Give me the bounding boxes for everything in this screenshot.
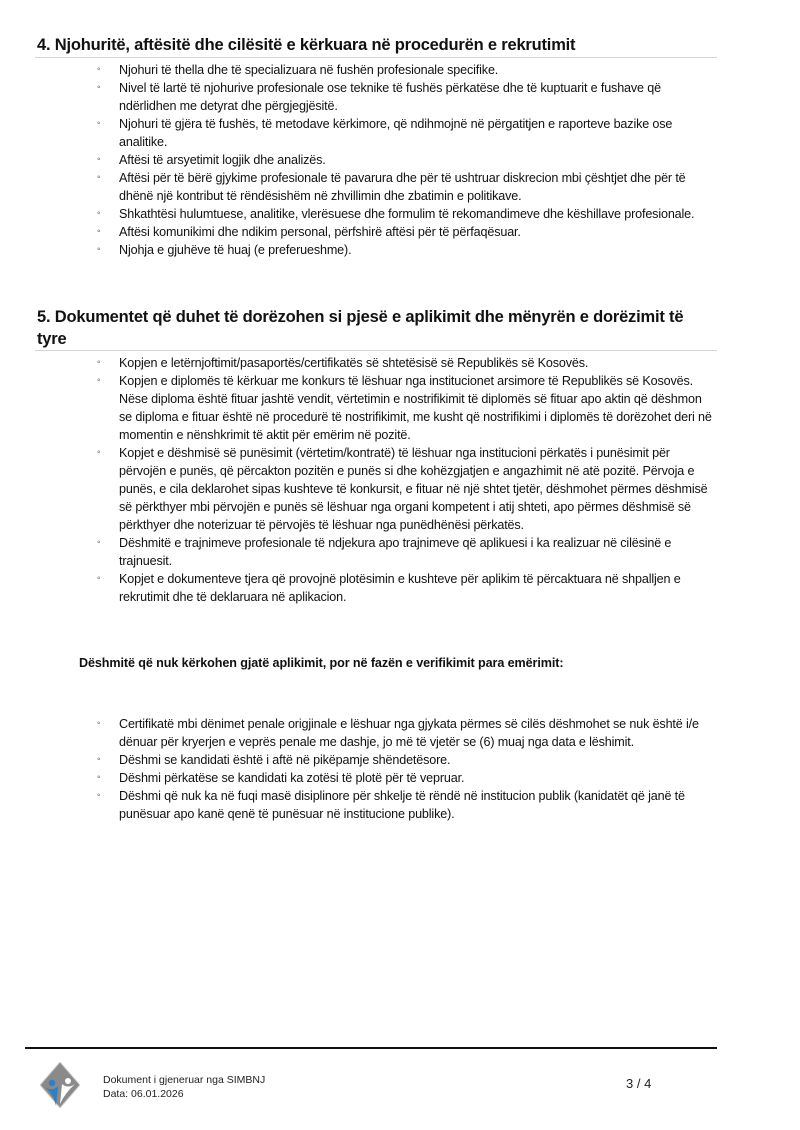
- bullet-icon: ◦: [97, 226, 101, 237]
- bullet-icon: ◦: [97, 357, 101, 368]
- list-item: ◦ Aftësi për të bërë gjykime profesionale të pavarura dhe për të ushtruar diskrecion mbi çështjet dhe për të dhënë një kontribut të rëndësishëm në zhvillimin dhe zbatimin e politikave.: [97, 171, 686, 203]
- bullet-icon: ◦: [97, 447, 101, 458]
- list-item: ◦ Kopjen e letërnjoftimit/pasaportës/certifikatës së shtetësisë së Republikës së Kosovës.: [97, 356, 589, 370]
- bullet-icon: ◦: [97, 790, 101, 801]
- list-item: ◦ Dëshmitë e trajnimeve profesionale të ndjekura apo trajnimeve që aplikuesi i ka realizuar në cilësinë e trajnuesit.: [97, 536, 672, 568]
- bullet-icon: ◦: [97, 573, 101, 584]
- section-5-list: [97, 354, 717, 606]
- bullet-icon: ◦: [97, 154, 101, 165]
- footer-info: [103, 1073, 265, 1101]
- section-4-list: [97, 61, 717, 259]
- generated-date: Data: 06.01.2026: [103, 1088, 184, 1100]
- section-5-rule: [35, 350, 717, 351]
- list-item: ◦ Njohuri të thella dhe të specializuara në fushën profesionale specifike.: [97, 63, 499, 77]
- section-5-title: 5. Dokumentet që duhet të dorëzohen si pjesë e aplikimit dhe mënyrën e dorëzimit të tyre: [37, 308, 684, 348]
- bullet-icon: ◦: [97, 537, 101, 548]
- page-number: 3 / 4: [626, 1076, 652, 1091]
- list-item: ◦ Certifikatë mbi dënimet penale origjinale e lëshuar nga gjykata përmes së cilës dëshmohet se nuk është i/e dënuar për kryerjen e veprës penale me dashje, jo më të vjetër se (6) muaj nga data e lëshimit.: [97, 717, 699, 749]
- list-item: ◦ Shkathtësi hulumtuese, analitike, vlerësuese dhe formulim të rekomandimeve dhe këshillave profesionale.: [97, 207, 695, 221]
- list-item: ◦ Nivel të lartë të njohurive profesionale ose teknike të fushës përkatëse dhe të kuptuarit e fushave që ndërlidhen me detyrat dhe përgjegjësitë.: [97, 81, 661, 113]
- bullet-icon: ◦: [97, 172, 101, 183]
- list-item: ◦ Njohja e gjuhëve të huaj (e preferueshme).: [97, 243, 352, 257]
- bullet-icon: ◦: [97, 208, 101, 219]
- bullet-icon: ◦: [97, 754, 101, 765]
- list-item: ◦ Kopjet e dëshmisë së punësimit (vërtetim/kontratë) të lëshuar nga institucioni përkatës i punësimit për përvojën e punës, që përcakton pozitën e punës si dhe kohëzgjatjen e angazhimit në atë pozitë. Përvoja e punës, e cila deklarohet sipas kushteve të konkursit, e fituar në një shtet tjetër, dëshmohet përmes dëshmisë së përkthyer mbi përvojën e punës së lëshuar nga organi kompetent i atij shteti, apo përmes dëshmisë së përkthyer dhe noterizuar të përvojës të lëshuar nga punëdhënësi përkatës.: [97, 446, 708, 532]
- bullet-icon: ◦: [97, 118, 101, 129]
- simbnj-logo-icon: [40, 1062, 80, 1108]
- bullet-icon: ◦: [97, 244, 101, 255]
- section-4-rule: [35, 57, 717, 58]
- bullet-icon: ◦: [97, 82, 101, 93]
- verification-heading: Dëshmitë që nuk kërkohen gjatë aplikimit, por në fazën e verifikimit para emërimit:: [79, 656, 564, 670]
- footer-divider: [25, 1047, 717, 1049]
- verification-list: [97, 715, 717, 823]
- list-item: ◦ Njohuri të gjëra të fushës, të metodave kërkimore, që ndihmojnë në përgatitjen e raporteve bazike ose analitike.: [97, 117, 673, 149]
- list-item: ◦ Kopjet e dokumenteve tjera që provojnë plotësimin e kushteve për aplikim të përcaktuara në shpalljen e rekrutimit dhe të deklaruara në aplikacion.: [97, 572, 681, 604]
- bullet-icon: ◦: [97, 375, 101, 386]
- bullet-icon: ◦: [97, 718, 101, 729]
- list-item: ◦ Dëshmi përkatëse se kandidati ka zotësi të plotë për të vepruar.: [97, 771, 465, 785]
- bullet-icon: ◦: [97, 64, 101, 75]
- list-item: ◦ Aftësi të arsyetimit logjik dhe analizës.: [97, 153, 326, 167]
- bullet-icon: ◦: [97, 772, 101, 783]
- list-item: ◦ Dëshmi që nuk ka në fuqi masë disiplinore për shkelje të rëndë në institucion publik (kanidatët që janë të punësuar apo kanë qenë të punësuar në institucione publike).: [97, 789, 685, 821]
- list-item: ◦ Kopjen e diplomës të kërkuar me konkurs të lëshuar nga institucionet arsimore të Republikës së Kosovës. Nëse diploma është fituar jashtë vendit, vërtetimin e nostrifikimit të diplomës së fituar apo aktin që dëshmon se diploma e fituar është në procedurë të nostrifikimit, me kusht që nostrifikimi i diplomës të dorëzohet deri në momentin e nënshkrimit të aktit për emërim në pozitë.: [97, 374, 712, 442]
- list-item: ◦ Dëshmi se kandidati është i aftë në pikëpamje shëndetësore.: [97, 753, 451, 767]
- generated-by-label: Dokument i gjeneruar nga SIMBNJ: [103, 1074, 266, 1086]
- list-item: ◦ Aftësi komunikimi dhe ndikim personal, përfshirë aftësi për të përfaqësuar.: [97, 225, 521, 239]
- section-4-title: 4. Njohuritë, aftësitë dhe cilësitë e kërkuara në procedurën e rekrutimit: [37, 36, 576, 54]
